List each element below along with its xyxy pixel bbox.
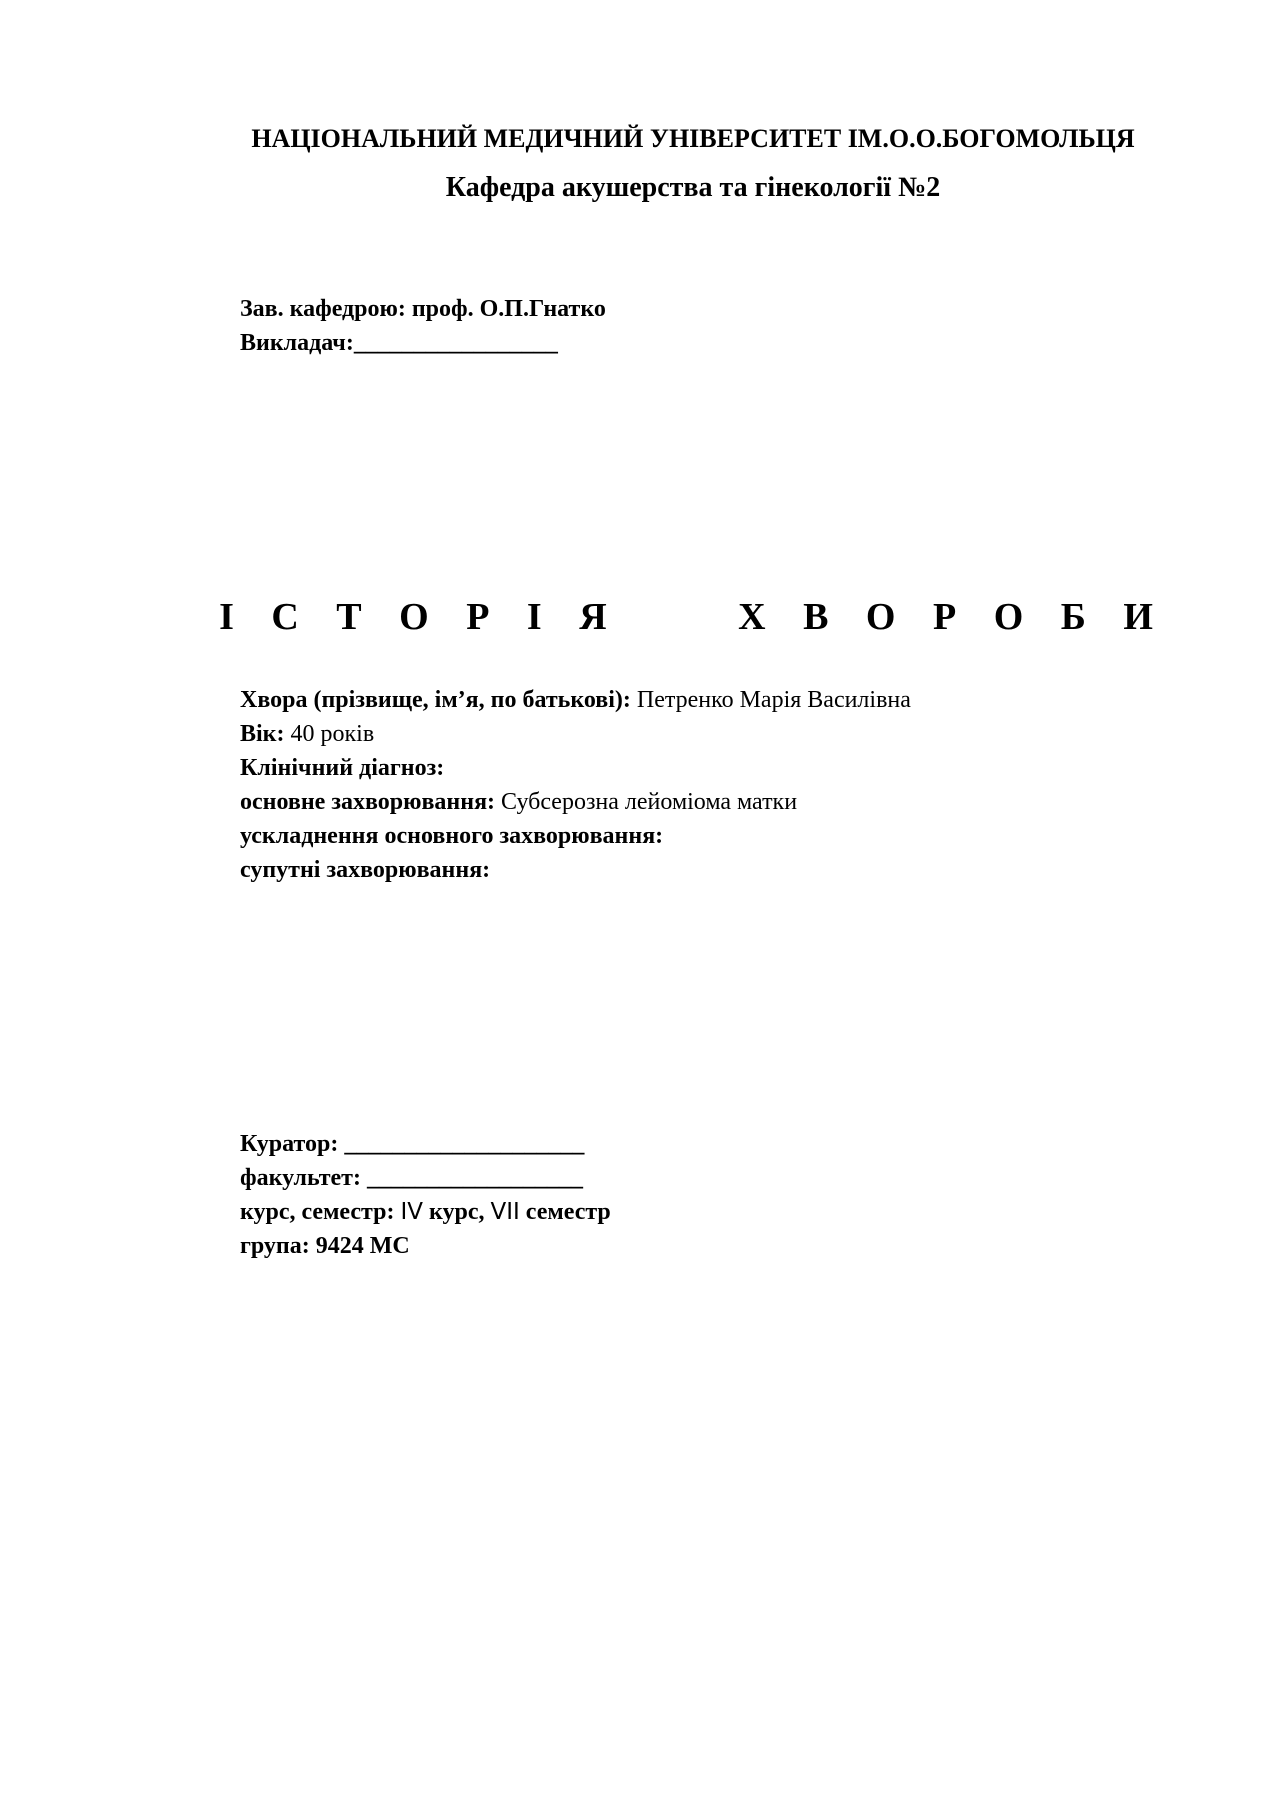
course-number: IV (400, 1199, 423, 1225)
course-semester-line (240, 1195, 611, 1229)
patient-name-value: Петренко Марія Василівна (636, 687, 911, 713)
main-disease-value: Субсерозна лейоміома матки (501, 789, 798, 815)
department-name: Кафедра акушерства та гінекології №2 (445, 172, 941, 203)
course-word: курс, (428, 1199, 485, 1225)
university-name: НАЦІОНАЛЬНИЙ МЕДИЧНИЙ УНІВЕРСИТЕТ ІМ.О.О.БОГОМОЛЬЦЯ (251, 124, 1135, 153)
main-disease-line (240, 785, 911, 819)
semester-word: семестр (525, 1199, 611, 1225)
patient-age-label: Вік: (240, 721, 285, 747)
clinical-diagnosis-line (240, 751, 911, 785)
main-disease-label: основне захворювання: (240, 789, 496, 815)
complications-label: ускладнення основного захворювання: (240, 823, 664, 849)
faculty-line: факультет: __________________ (240, 1165, 583, 1191)
patient-name-line (240, 683, 911, 717)
patient-block (240, 683, 911, 887)
comorbidities-line (240, 853, 911, 887)
head-of-department: Зав. кафедрою: проф. О.П.Гнатко (240, 296, 606, 322)
complications-line (240, 819, 911, 853)
patient-age-line (240, 717, 911, 751)
staff-block (240, 292, 606, 360)
clinical-diagnosis-label: Клінічний діагноз: (240, 755, 445, 781)
group-line: група: 9424 МС (240, 1233, 410, 1259)
document-title: І С Т О Р І Я Х В О Р О Б И (219, 596, 1167, 638)
patient-name-label: Хвора (прізвище, ім’я, по батькові): (240, 687, 631, 713)
patient-age-value: 40 років (290, 721, 375, 747)
student-block (240, 1127, 611, 1263)
comorbidities-label: супутні захворювання: (240, 857, 491, 883)
curator-line: Куратор: ____________________ (240, 1131, 585, 1157)
course-semester-label: курс, семестр: (240, 1199, 395, 1225)
semester-number: VII (490, 1199, 520, 1225)
teacher-line: Викладач:_________________ (240, 330, 558, 356)
